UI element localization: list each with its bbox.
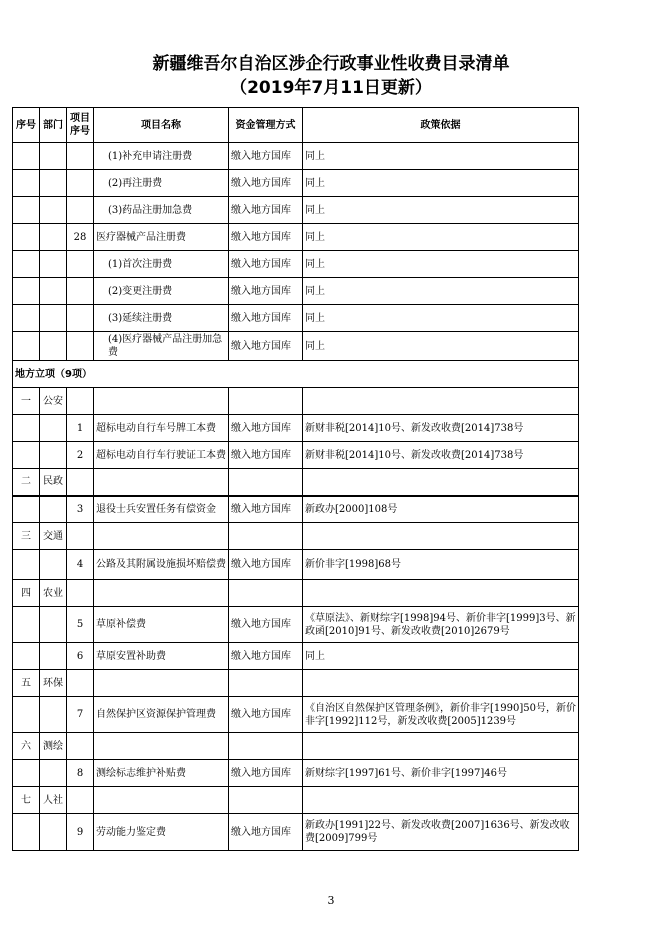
table-row — [13, 697, 579, 733]
cell-fund-management — [229, 523, 303, 550]
cell-fund-management: 缴入地方国库 — [229, 442, 303, 469]
cell-item-name: 劳动能力鉴定费 — [94, 814, 229, 851]
cell-item-no — [67, 332, 94, 361]
table-row — [13, 550, 579, 580]
cell-fund-management: 缴入地方国库 — [229, 305, 303, 332]
table-row — [13, 170, 579, 197]
cell-item-name: 超标电动自行车号牌工本费 — [94, 415, 229, 442]
header-policy-basis: 政策依据 — [303, 108, 579, 143]
cell-item-name: 公路及其附属设施损坏赔偿费 — [94, 550, 229, 580]
cell-policy-basis — [303, 523, 579, 550]
cell-item-name: 测绘标志维护补贴费 — [94, 760, 229, 787]
table-row — [13, 733, 579, 760]
cell-dept — [40, 170, 67, 197]
cell-dept — [40, 415, 67, 442]
cell-policy-basis: 同上 — [303, 251, 579, 278]
fee-table — [12, 107, 579, 851]
cell-fund-management: 缴入地方国库 — [229, 415, 303, 442]
cell-seq — [13, 143, 40, 170]
cell-seq — [13, 760, 40, 787]
cell-seq — [13, 814, 40, 851]
cell-item-name: 医疗器械产品注册费 — [94, 224, 229, 251]
cell-policy-basis — [303, 733, 579, 760]
cell-policy-basis: 同上 — [303, 170, 579, 197]
cell-policy-basis: 同上 — [303, 643, 579, 670]
table-row — [13, 278, 579, 305]
cell-item-name — [94, 580, 229, 607]
table-row — [13, 814, 579, 851]
cell-dept: 农业 — [40, 580, 67, 607]
cell-fund-management: 缴入地方国库 — [229, 170, 303, 197]
cell-item-name: (1)补充申请注册费 — [94, 143, 229, 170]
table-row — [13, 643, 579, 670]
cell-item-no: 7 — [67, 697, 94, 733]
cell-item-name: (3)药品注册加急费 — [94, 197, 229, 224]
cell-seq: 五 — [13, 670, 40, 697]
cell-item-name: (2)变更注册费 — [94, 278, 229, 305]
cell-item-name — [94, 388, 229, 415]
cell-fund-management — [229, 733, 303, 760]
cell-dept — [40, 224, 67, 251]
cell-dept — [40, 643, 67, 670]
cell-item-name: 自然保护区资源保护管理费 — [94, 697, 229, 733]
cell-policy-basis: 同上 — [303, 197, 579, 224]
table-row — [13, 143, 579, 170]
cell-seq — [13, 607, 40, 643]
cell-seq — [13, 643, 40, 670]
cell-policy-basis: 新财非税[2014]10号、新发改收费[2014]738号 — [303, 442, 579, 469]
cell-seq — [13, 496, 40, 523]
page-number: 3 — [327, 894, 335, 907]
document-title: 新疆维吾尔自治区涉企行政事业性收费目录清单 — [152, 54, 510, 74]
cell-policy-basis: 新财非税[2014]10号、新发改收费[2014]738号 — [303, 415, 579, 442]
cell-policy-basis: 同上 — [303, 278, 579, 305]
table-row — [13, 523, 579, 550]
cell-fund-management: 缴入地方国库 — [229, 814, 303, 851]
cell-item-name: 超标电动自行车行驶证工本费 — [94, 442, 229, 469]
cell-policy-basis: 新价非字[1998]68号 — [303, 550, 579, 580]
cell-fund-management: 缴入地方国库 — [229, 550, 303, 580]
cell-item-no: 4 — [67, 550, 94, 580]
cell-item-name — [94, 469, 229, 496]
cell-item-no — [67, 787, 94, 814]
section-row — [13, 361, 579, 388]
cell-fund-management: 缴入地方国库 — [229, 143, 303, 170]
cell-dept — [40, 332, 67, 361]
cell-seq — [13, 251, 40, 278]
header-item-no: 项目序号 — [67, 108, 94, 143]
cell-seq — [13, 550, 40, 580]
cell-item-no — [67, 305, 94, 332]
cell-policy-basis — [303, 580, 579, 607]
table-row — [13, 469, 579, 496]
cell-item-no — [67, 580, 94, 607]
cell-dept: 环保 — [40, 670, 67, 697]
cell-policy-basis — [303, 469, 579, 496]
cell-seq — [13, 697, 40, 733]
cell-dept — [40, 607, 67, 643]
cell-seq — [13, 278, 40, 305]
cell-item-no: 3 — [67, 496, 94, 523]
cell-seq: 三 — [13, 523, 40, 550]
cell-policy-basis: 新财综字[1997]61号、新价非字[1997]46号 — [303, 760, 579, 787]
cell-item-no — [67, 469, 94, 496]
cell-dept — [40, 760, 67, 787]
cell-fund-management — [229, 580, 303, 607]
cell-item-no: 28 — [67, 224, 94, 251]
header-dept: 部门 — [40, 108, 67, 143]
cell-item-name: (2)再注册费 — [94, 170, 229, 197]
cell-policy-basis: 新政办[1991]22号、新发改收费[2007]1636号、新发改收费[2009]799号 — [303, 814, 579, 851]
cell-policy-basis: 同上 — [303, 224, 579, 251]
cell-dept — [40, 496, 67, 523]
cell-dept: 公安 — [40, 388, 67, 415]
cell-item-no — [67, 197, 94, 224]
cell-fund-management — [229, 787, 303, 814]
cell-seq — [13, 415, 40, 442]
cell-fund-management: 缴入地方国库 — [229, 251, 303, 278]
table-row — [13, 224, 579, 251]
cell-item-no: 9 — [67, 814, 94, 851]
cell-dept — [40, 814, 67, 851]
cell-seq — [13, 332, 40, 361]
cell-fund-management: 缴入地方国库 — [229, 496, 303, 523]
table-row — [13, 251, 579, 278]
cell-item-no: 2 — [67, 442, 94, 469]
cell-fund-management: 缴入地方国库 — [229, 607, 303, 643]
section-label: 地方立项（9项） — [13, 361, 579, 388]
table-row — [13, 415, 579, 442]
cell-dept: 交通 — [40, 523, 67, 550]
cell-item-name — [94, 670, 229, 697]
cell-fund-management: 缴入地方国库 — [229, 760, 303, 787]
cell-item-name: 草原安置补助费 — [94, 643, 229, 670]
header-item-name: 项目名称 — [94, 108, 229, 143]
cell-item-no — [67, 388, 94, 415]
table-row — [13, 442, 579, 469]
table-row — [13, 580, 579, 607]
cell-item-no — [67, 523, 94, 550]
cell-item-no — [67, 670, 94, 697]
cell-item-no: 5 — [67, 607, 94, 643]
cell-dept — [40, 143, 67, 170]
table-row — [13, 787, 579, 814]
cell-fund-management: 缴入地方国库 — [229, 224, 303, 251]
header-seq: 序号 — [13, 108, 40, 143]
cell-fund-management: 缴入地方国库 — [229, 278, 303, 305]
cell-item-no — [67, 251, 94, 278]
cell-item-no: 6 — [67, 643, 94, 670]
cell-dept: 测绘 — [40, 733, 67, 760]
cell-dept — [40, 305, 67, 332]
cell-dept — [40, 550, 67, 580]
cell-item-no: 1 — [67, 415, 94, 442]
cell-seq — [13, 170, 40, 197]
table-row — [13, 197, 579, 224]
cell-seq — [13, 442, 40, 469]
cell-item-name: 草原补偿费 — [94, 607, 229, 643]
table-row — [13, 305, 579, 332]
cell-item-no — [67, 278, 94, 305]
cell-dept — [40, 278, 67, 305]
cell-item-name: (3)延续注册费 — [94, 305, 229, 332]
cell-fund-management: 缴入地方国库 — [229, 697, 303, 733]
table-row — [13, 388, 579, 415]
cell-seq — [13, 224, 40, 251]
cell-fund-management: 缴入地方国库 — [229, 643, 303, 670]
cell-policy-basis: 《草原法》、新财综字[1998]94号、新价非字[1999]3号、新政函[2010]91号、新发改收费[2010]2679号 — [303, 607, 579, 643]
cell-policy-basis — [303, 388, 579, 415]
cell-dept — [40, 697, 67, 733]
cell-dept — [40, 442, 67, 469]
cell-item-name: (1)首次注册费 — [94, 251, 229, 278]
cell-dept: 人社 — [40, 787, 67, 814]
cell-policy-basis — [303, 670, 579, 697]
cell-fund-management — [229, 469, 303, 496]
cell-seq — [13, 197, 40, 224]
cell-seq — [13, 305, 40, 332]
cell-item-no — [67, 733, 94, 760]
cell-item-no — [67, 143, 94, 170]
cell-fund-management: 缴入地方国库 — [229, 197, 303, 224]
cell-item-name: (4)医疗器械产品注册加急费 — [94, 332, 229, 361]
table-row — [13, 607, 579, 643]
cell-item-name — [94, 523, 229, 550]
cell-policy-basis: 同上 — [303, 305, 579, 332]
cell-policy-basis: 同上 — [303, 332, 579, 361]
cell-item-name — [94, 787, 229, 814]
cell-dept — [40, 251, 67, 278]
table-row — [13, 760, 579, 787]
cell-fund-management: 缴入地方国库 — [229, 332, 303, 361]
cell-seq: 六 — [13, 733, 40, 760]
cell-dept: 民政 — [40, 469, 67, 496]
cell-item-name — [94, 733, 229, 760]
cell-item-no: 8 — [67, 760, 94, 787]
cell-seq: 七 — [13, 787, 40, 814]
table-row — [13, 670, 579, 697]
cell-policy-basis: 同上 — [303, 143, 579, 170]
table-header-row — [13, 108, 579, 143]
table-row — [13, 496, 579, 523]
cell-item-name: 退役士兵安置任务有偿资金 — [94, 496, 229, 523]
cell-dept — [40, 197, 67, 224]
cell-seq: 二 — [13, 469, 40, 496]
cell-item-no — [67, 170, 94, 197]
cell-fund-management — [229, 670, 303, 697]
cell-policy-basis: 新政办[2000]108号 — [303, 496, 579, 523]
cell-seq: 四 — [13, 580, 40, 607]
cell-fund-management — [229, 388, 303, 415]
cell-policy-basis: 《自治区自然保护区管理条例》，新价非字[1990]50号，新价非字[1992]112号，新发改收费[2005]1239号 — [303, 697, 579, 733]
cell-seq: 一 — [13, 388, 40, 415]
cell-policy-basis — [303, 787, 579, 814]
header-fund-management: 资金管理方式 — [229, 108, 303, 143]
document-subtitle: （2019年7月11日更新） — [230, 78, 432, 98]
table-row — [13, 332, 579, 361]
